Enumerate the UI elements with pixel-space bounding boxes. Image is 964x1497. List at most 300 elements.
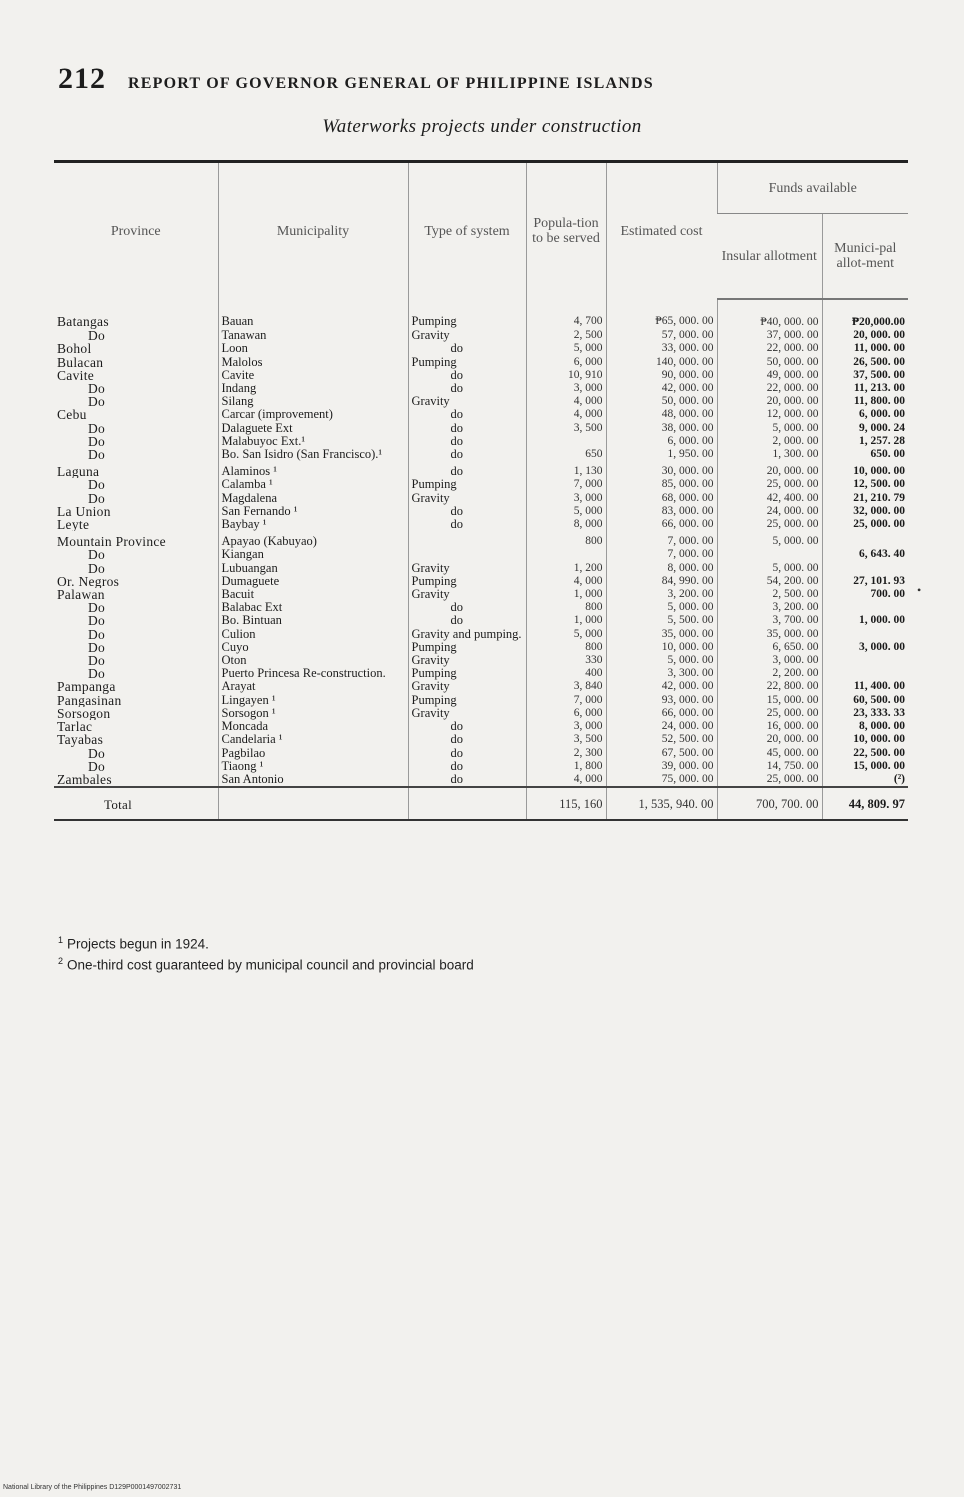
- table-row: [54, 531, 908, 548]
- cell-type: [408, 614, 526, 627]
- cell-estimated: [606, 395, 717, 408]
- cell-population: [526, 720, 606, 733]
- cell-municipality-text: Tanawan: [221, 329, 267, 343]
- cell-province-text: Leyte: [57, 518, 90, 532]
- cell-type-text: do: [450, 504, 463, 518]
- cell-province-text: Sorsogon: [57, 706, 111, 721]
- cell-type: [408, 747, 526, 760]
- cell-estimated: [606, 505, 717, 518]
- cell-population-text: 3, 500: [573, 733, 603, 746]
- cell-estimated-text: 3, 200. 00: [667, 588, 714, 601]
- cell-insular-text: 22, 000. 00: [766, 342, 819, 355]
- cell-population-text: 1, 800: [573, 759, 603, 772]
- cell-municipality-text: Tiaong ¹: [221, 759, 264, 773]
- header-estimated-cost: Estimated cost: [606, 162, 717, 300]
- cell-province: [54, 747, 218, 760]
- cell-province-text: Do: [88, 548, 106, 562]
- cell-estimated: [606, 694, 717, 707]
- cell-insular: [717, 435, 822, 448]
- cell-population: [526, 356, 606, 369]
- cell-population: [526, 575, 606, 588]
- cell-insular-text: 20, 000. 00: [766, 395, 819, 408]
- cell-type: [408, 422, 526, 435]
- table-row: [54, 680, 908, 693]
- cell-population: [526, 435, 606, 448]
- cell-municipal: [822, 667, 908, 680]
- cell-type: [408, 667, 526, 680]
- cell-estimated-text: 5, 000. 00: [667, 601, 714, 614]
- cell-estimated-text: 7, 000. 00: [667, 548, 714, 561]
- cell-estimated-text: 67, 500. 00: [661, 746, 714, 759]
- table-row: [54, 329, 908, 342]
- cell-population: [526, 329, 606, 342]
- total-population: [526, 787, 606, 820]
- cell-province-text: Do: [88, 654, 106, 668]
- cell-insular-text: 49, 000. 00: [766, 368, 819, 381]
- cell-municipality-text: Carcar (improvement): [221, 408, 333, 422]
- cell-population-text: 800: [585, 535, 603, 548]
- cell-insular: [717, 448, 822, 461]
- cell-municipality: [218, 548, 408, 561]
- cell-municipal: [822, 505, 908, 518]
- header-municipality: Municipality: [218, 162, 408, 300]
- cell-estimated-text: ₱65, 000. 00: [655, 315, 714, 327]
- cell-type-text: Gravity: [411, 654, 450, 668]
- cell-empty: [408, 787, 526, 820]
- cell-municipal: [822, 654, 908, 667]
- cell-estimated-text: 48, 000. 00: [661, 408, 714, 421]
- cell-insular: [717, 342, 822, 355]
- cell-estimated: [606, 707, 717, 720]
- cell-type: [408, 680, 526, 693]
- cell-estimated: [606, 435, 717, 448]
- cell-type: [408, 369, 526, 382]
- cell-estimated-text: 42, 000. 00: [661, 680, 714, 693]
- cell-insular-text: 3, 200. 00: [772, 601, 819, 614]
- cell-insular: [717, 548, 822, 561]
- cell-municipality-text: Lingayen ¹: [221, 693, 276, 707]
- cell-estimated: [606, 680, 717, 693]
- table-row: [54, 518, 908, 531]
- footnote-mark: 2: [58, 955, 64, 966]
- cell-estimated-text: 33, 000. 00: [661, 342, 714, 355]
- cell-estimated: [606, 518, 717, 531]
- cell-municipality-text: Sorsogon ¹: [221, 706, 276, 720]
- cell-insular-text: 2, 500. 00: [772, 588, 819, 601]
- cell-estimated: [606, 329, 717, 342]
- cell-insular: [717, 588, 822, 601]
- cell-type: [408, 531, 526, 548]
- cell-insular: [717, 680, 822, 693]
- cell-municipality: [218, 654, 408, 667]
- cell-estimated: [606, 760, 717, 773]
- cell-municipality-text: Kiangan: [221, 548, 264, 562]
- cell-municipality-text: Cavite: [221, 368, 255, 382]
- cell-insular-text: 5, 000. 00: [772, 535, 819, 548]
- cell-empty: [218, 787, 408, 820]
- cell-province-text: Do: [88, 421, 106, 435]
- cell-insular-text: 15, 000. 00: [766, 693, 819, 706]
- cell-province: [54, 707, 218, 720]
- cell-population: [526, 680, 606, 693]
- cell-insular: [717, 531, 822, 548]
- cell-estimated-text: 42, 000. 00: [661, 382, 714, 395]
- cell-population: [526, 531, 606, 548]
- cell-province: [54, 733, 218, 746]
- cell-estimated: [606, 408, 717, 421]
- cell-type-text: Gravity: [411, 680, 450, 694]
- cell-province-text: Do: [88, 382, 106, 396]
- cell-insular: [717, 505, 822, 518]
- cell-municipality-text: Culion: [221, 627, 256, 641]
- total-row: [54, 787, 908, 820]
- cell-population: [526, 448, 606, 461]
- cell-type-text: do: [450, 421, 463, 435]
- cell-type-text: Gravity: [411, 588, 450, 602]
- cell-insular: [717, 408, 822, 421]
- cell-insular: [717, 478, 822, 491]
- cell-insular-text: 3, 000. 00: [772, 654, 819, 667]
- cell-population-text: 4, 700: [573, 315, 603, 327]
- cell-insular: [717, 707, 822, 720]
- cell-estimated-text: 7, 000. 00: [667, 535, 714, 548]
- total-insular: [717, 787, 822, 820]
- cell-estimated-text: 39, 000. 00: [661, 759, 714, 772]
- cell-municipality: [218, 478, 408, 491]
- cell-type: [408, 435, 526, 448]
- cell-municipality: [218, 588, 408, 601]
- cell-province-text: Palawan: [57, 588, 105, 602]
- cell-municipality-text: Candelaria ¹: [221, 733, 283, 747]
- cell-municipality-text: San Antonio: [221, 772, 284, 786]
- cell-municipal-text: 10, 000. 00: [853, 465, 906, 478]
- cell-insular-text: 22, 000. 00: [766, 382, 819, 395]
- cell-province-text: Tarlac: [57, 720, 93, 734]
- cell-estimated-text: 85, 000. 00: [661, 478, 714, 491]
- table-row: [54, 707, 908, 720]
- cell-type: [408, 299, 526, 329]
- cell-municipal-text: 11, 800. 00: [853, 395, 906, 408]
- cell-province-text: Do: [88, 667, 106, 681]
- cell-type: [408, 408, 526, 421]
- cell-province-text: Bohol: [57, 342, 92, 356]
- cell-municipality: [218, 667, 408, 680]
- cell-municipality: [218, 760, 408, 773]
- cell-municipality: [218, 299, 408, 329]
- cell-municipal: [822, 518, 908, 531]
- cell-municipality: [218, 395, 408, 408]
- cell-municipal: [822, 575, 908, 588]
- table-row: [54, 422, 908, 435]
- cell-municipal: [822, 435, 908, 448]
- table-bottom-rule: [54, 820, 908, 821]
- cell-population: [526, 694, 606, 707]
- cell-estimated-text: 83, 000. 00: [661, 504, 714, 517]
- cell-insular: [717, 733, 822, 746]
- cell-insular-text: 45, 000. 00: [766, 746, 819, 759]
- cell-municipality-text: Bauan: [221, 314, 254, 328]
- cell-municipal-text: (²): [893, 772, 906, 785]
- cell-insular: [717, 575, 822, 588]
- cell-insular: [717, 562, 822, 575]
- cell-insular: [717, 356, 822, 369]
- cell-estimated: [606, 342, 717, 355]
- cell-municipality-text: Bo. San Isidro (San Francisco).¹: [221, 448, 383, 462]
- cell-municipality: [218, 733, 408, 746]
- total-label-text: Total: [104, 797, 133, 813]
- cell-population-text: 650: [585, 448, 603, 461]
- cell-province: [54, 760, 218, 773]
- cell-municipality: [218, 382, 408, 395]
- cell-estimated: [606, 601, 717, 614]
- cell-municipal: [822, 299, 908, 329]
- cell-estimated-text: 24, 000. 00: [661, 720, 714, 733]
- cell-estimated: [606, 614, 717, 627]
- cell-municipal-text: 1, 257. 28: [859, 434, 906, 447]
- cell-insular: [717, 422, 822, 435]
- cell-municipal: [822, 588, 908, 601]
- cell-province: [54, 478, 218, 491]
- cell-municipal: [822, 680, 908, 693]
- table-row: [54, 548, 908, 561]
- cell-estimated: [606, 422, 717, 435]
- cell-municipal: [822, 461, 908, 478]
- cell-population-text: 1, 000: [573, 614, 603, 627]
- cell-population-text: 4, 000: [573, 772, 603, 785]
- cell-municipality: [218, 614, 408, 627]
- cell-province: [54, 382, 218, 395]
- cell-population: [526, 588, 606, 601]
- cell-type-text: do: [450, 464, 463, 479]
- cell-municipal-text: 700. 00: [870, 588, 906, 601]
- table-row: [54, 342, 908, 355]
- cell-province: [54, 461, 218, 478]
- table-row: [54, 654, 908, 667]
- cell-municipal: [822, 342, 908, 355]
- cell-population: [526, 382, 606, 395]
- cell-municipality-text: Pagbilao: [221, 746, 266, 760]
- cell-province: [54, 342, 218, 355]
- cell-province-text: Laguna: [57, 464, 100, 479]
- cell-estimated: [606, 588, 717, 601]
- cell-municipal: [822, 422, 908, 435]
- cell-population-text: 400: [585, 667, 603, 680]
- cell-municipal: [822, 356, 908, 369]
- cell-municipal: [822, 492, 908, 505]
- total-insular-text: 700, 700. 00: [756, 797, 819, 812]
- cell-municipal: [822, 641, 908, 654]
- cell-province: [54, 641, 218, 654]
- cell-estimated: [606, 773, 717, 787]
- cell-municipal: [822, 628, 908, 641]
- cell-municipality: [218, 628, 408, 641]
- cell-municipality-text: Loon: [221, 342, 248, 356]
- cell-province-text: Pampanga: [57, 680, 116, 694]
- footnote-text: One-third cost guaranteed by municipal council and provincial board: [67, 957, 474, 972]
- cell-type-text: Pumping: [411, 640, 457, 654]
- cell-municipal-text: 25, 000. 00: [853, 518, 906, 531]
- cell-province: [54, 408, 218, 421]
- cell-municipality: [218, 408, 408, 421]
- cell-insular: [717, 601, 822, 614]
- cell-estimated: [606, 747, 717, 760]
- cell-estimated-text: 5, 000. 00: [667, 654, 714, 667]
- cell-municipality-text: Baybay ¹: [221, 518, 267, 532]
- cell-estimated: [606, 733, 717, 746]
- cell-municipal-text: ₱20,000.00: [851, 316, 906, 328]
- cell-type: [408, 641, 526, 654]
- cell-municipality: [218, 342, 408, 355]
- cell-estimated-text: 10, 000. 00: [661, 640, 714, 653]
- cell-insular-text: 25, 000. 00: [766, 772, 819, 785]
- cell-municipality: [218, 461, 408, 478]
- cell-population-text: 800: [585, 640, 603, 653]
- cell-municipal: [822, 601, 908, 614]
- cell-municipality-text: Malabuyoc Ext.¹: [221, 434, 306, 448]
- table-row: [54, 694, 908, 707]
- table-row: [54, 614, 908, 627]
- cell-population: [526, 369, 606, 382]
- cell-estimated: [606, 382, 717, 395]
- table-row: [54, 720, 908, 733]
- cell-municipality: [218, 680, 408, 693]
- cell-estimated-text: 38, 000. 00: [661, 421, 714, 434]
- cell-municipal-text: 26, 500. 00: [853, 355, 906, 368]
- cell-insular-text: 24, 000. 00: [766, 504, 819, 517]
- cell-population: [526, 408, 606, 421]
- cell-type-text: Gravity: [411, 491, 450, 505]
- cell-insular: [717, 382, 822, 395]
- cell-estimated-text: 50, 000. 00: [661, 395, 714, 408]
- cell-estimated-text: 90, 000. 00: [661, 368, 714, 381]
- cell-insular: [717, 773, 822, 787]
- cell-population-text: 5, 000: [573, 627, 603, 640]
- cell-type: [408, 760, 526, 773]
- cell-population-text: 3, 500: [573, 421, 603, 434]
- cell-province-text: Cavite: [57, 368, 95, 383]
- cell-type: [408, 654, 526, 667]
- cell-province-text: Zambales: [57, 772, 112, 787]
- cell-insular: [717, 395, 822, 408]
- cell-type: [408, 628, 526, 641]
- table-row: [54, 299, 908, 329]
- cell-municipal-text: 20, 000. 00: [853, 329, 906, 342]
- cell-insular-text: ₱40, 000. 00: [760, 316, 819, 328]
- total-label: [54, 787, 218, 820]
- cell-municipal-text: 9, 000. 24: [859, 421, 906, 434]
- header-type: Type of system: [408, 162, 526, 300]
- cell-municipality-text: Arayat: [221, 680, 256, 694]
- cell-municipality: [218, 747, 408, 760]
- cell-type-text: Gravity: [411, 706, 450, 720]
- cell-type-text: Pumping: [411, 314, 457, 328]
- header-insular-allotment: Insular allotment: [717, 214, 822, 300]
- cell-municipality-text: San Fernando ¹: [221, 504, 298, 518]
- cell-type-text: do: [450, 368, 463, 382]
- cell-municipality: [218, 601, 408, 614]
- cell-province: [54, 773, 218, 787]
- cell-estimated-text: 6, 000. 00: [667, 434, 714, 447]
- cell-insular-text: 3, 700. 00: [772, 614, 819, 627]
- cell-population-text: 4, 000: [573, 574, 603, 587]
- cell-province-text: Or. Negros: [57, 574, 120, 589]
- table-row: [54, 461, 908, 478]
- cell-insular: [717, 461, 822, 478]
- cell-population: [526, 614, 606, 627]
- cell-estimated-text: 66, 000. 00: [661, 706, 714, 719]
- cell-province: [54, 588, 218, 601]
- cell-population: [526, 733, 606, 746]
- waterworks-table-container: [54, 160, 908, 821]
- cell-municipality: [218, 356, 408, 369]
- cell-population: [526, 773, 606, 787]
- cell-municipality: [218, 773, 408, 787]
- cell-type-text: Gravity: [411, 561, 450, 575]
- cell-type-text: do: [450, 382, 463, 396]
- table-row: [54, 588, 908, 601]
- cell-population-text: 4, 000: [573, 408, 603, 421]
- table-row: [54, 562, 908, 575]
- cell-municipality-text: Moncada: [221, 720, 269, 734]
- table-row: [54, 628, 908, 641]
- cell-population: [526, 562, 606, 575]
- page-number: 212: [58, 62, 106, 95]
- cell-type-text: Pumping: [411, 478, 457, 492]
- cell-insular-text: 54, 200. 00: [766, 574, 819, 587]
- cell-province: [54, 562, 218, 575]
- cell-population-text: 3, 000: [573, 720, 603, 733]
- cell-province: [54, 299, 218, 329]
- cell-population-text: 1, 200: [573, 561, 603, 574]
- cell-population: [526, 342, 606, 355]
- cell-province-text: Do: [88, 759, 106, 773]
- margin-mark: •: [917, 583, 922, 597]
- cell-type: [408, 461, 526, 478]
- cell-insular: [717, 518, 822, 531]
- cell-municipal-text: 6, 000. 00: [859, 408, 906, 421]
- cell-insular-text: 2, 200. 00: [772, 667, 819, 680]
- cell-municipal-text: 11, 400. 00: [853, 680, 906, 693]
- cell-estimated-text: 35, 000. 00: [661, 627, 714, 640]
- library-stamp: National Library of the Philippines D129P0001497002731: [3, 1484, 182, 1491]
- cell-estimated: [606, 531, 717, 548]
- cell-population: [526, 299, 606, 329]
- cell-province: [54, 654, 218, 667]
- cell-province: [54, 505, 218, 518]
- cell-province-text: Tayabas: [57, 733, 104, 747]
- cell-type: [408, 342, 526, 355]
- cell-insular-text: 14, 750. 00: [766, 759, 819, 772]
- cell-municipal-text: 650. 00: [870, 448, 906, 461]
- cell-insular-text: 6, 650. 00: [772, 640, 819, 653]
- cell-estimated-text: 75, 000. 00: [661, 772, 714, 785]
- table-row: [54, 601, 908, 614]
- waterworks-table: [54, 160, 908, 821]
- cell-municipality: [218, 641, 408, 654]
- cell-province-text: Do: [88, 601, 106, 615]
- cell-municipal-text: 37, 500. 00: [853, 368, 906, 381]
- cell-population: [526, 422, 606, 435]
- cell-type-text: do: [450, 720, 463, 734]
- table-row: [54, 747, 908, 760]
- cell-municipality: [218, 505, 408, 518]
- cell-province: [54, 531, 218, 548]
- cell-municipality: [218, 422, 408, 435]
- cell-estimated: [606, 628, 717, 641]
- cell-insular-text: 25, 000. 00: [766, 706, 819, 719]
- cell-municipal-text: 21, 210. 79: [853, 491, 906, 504]
- cell-municipal: [822, 369, 908, 382]
